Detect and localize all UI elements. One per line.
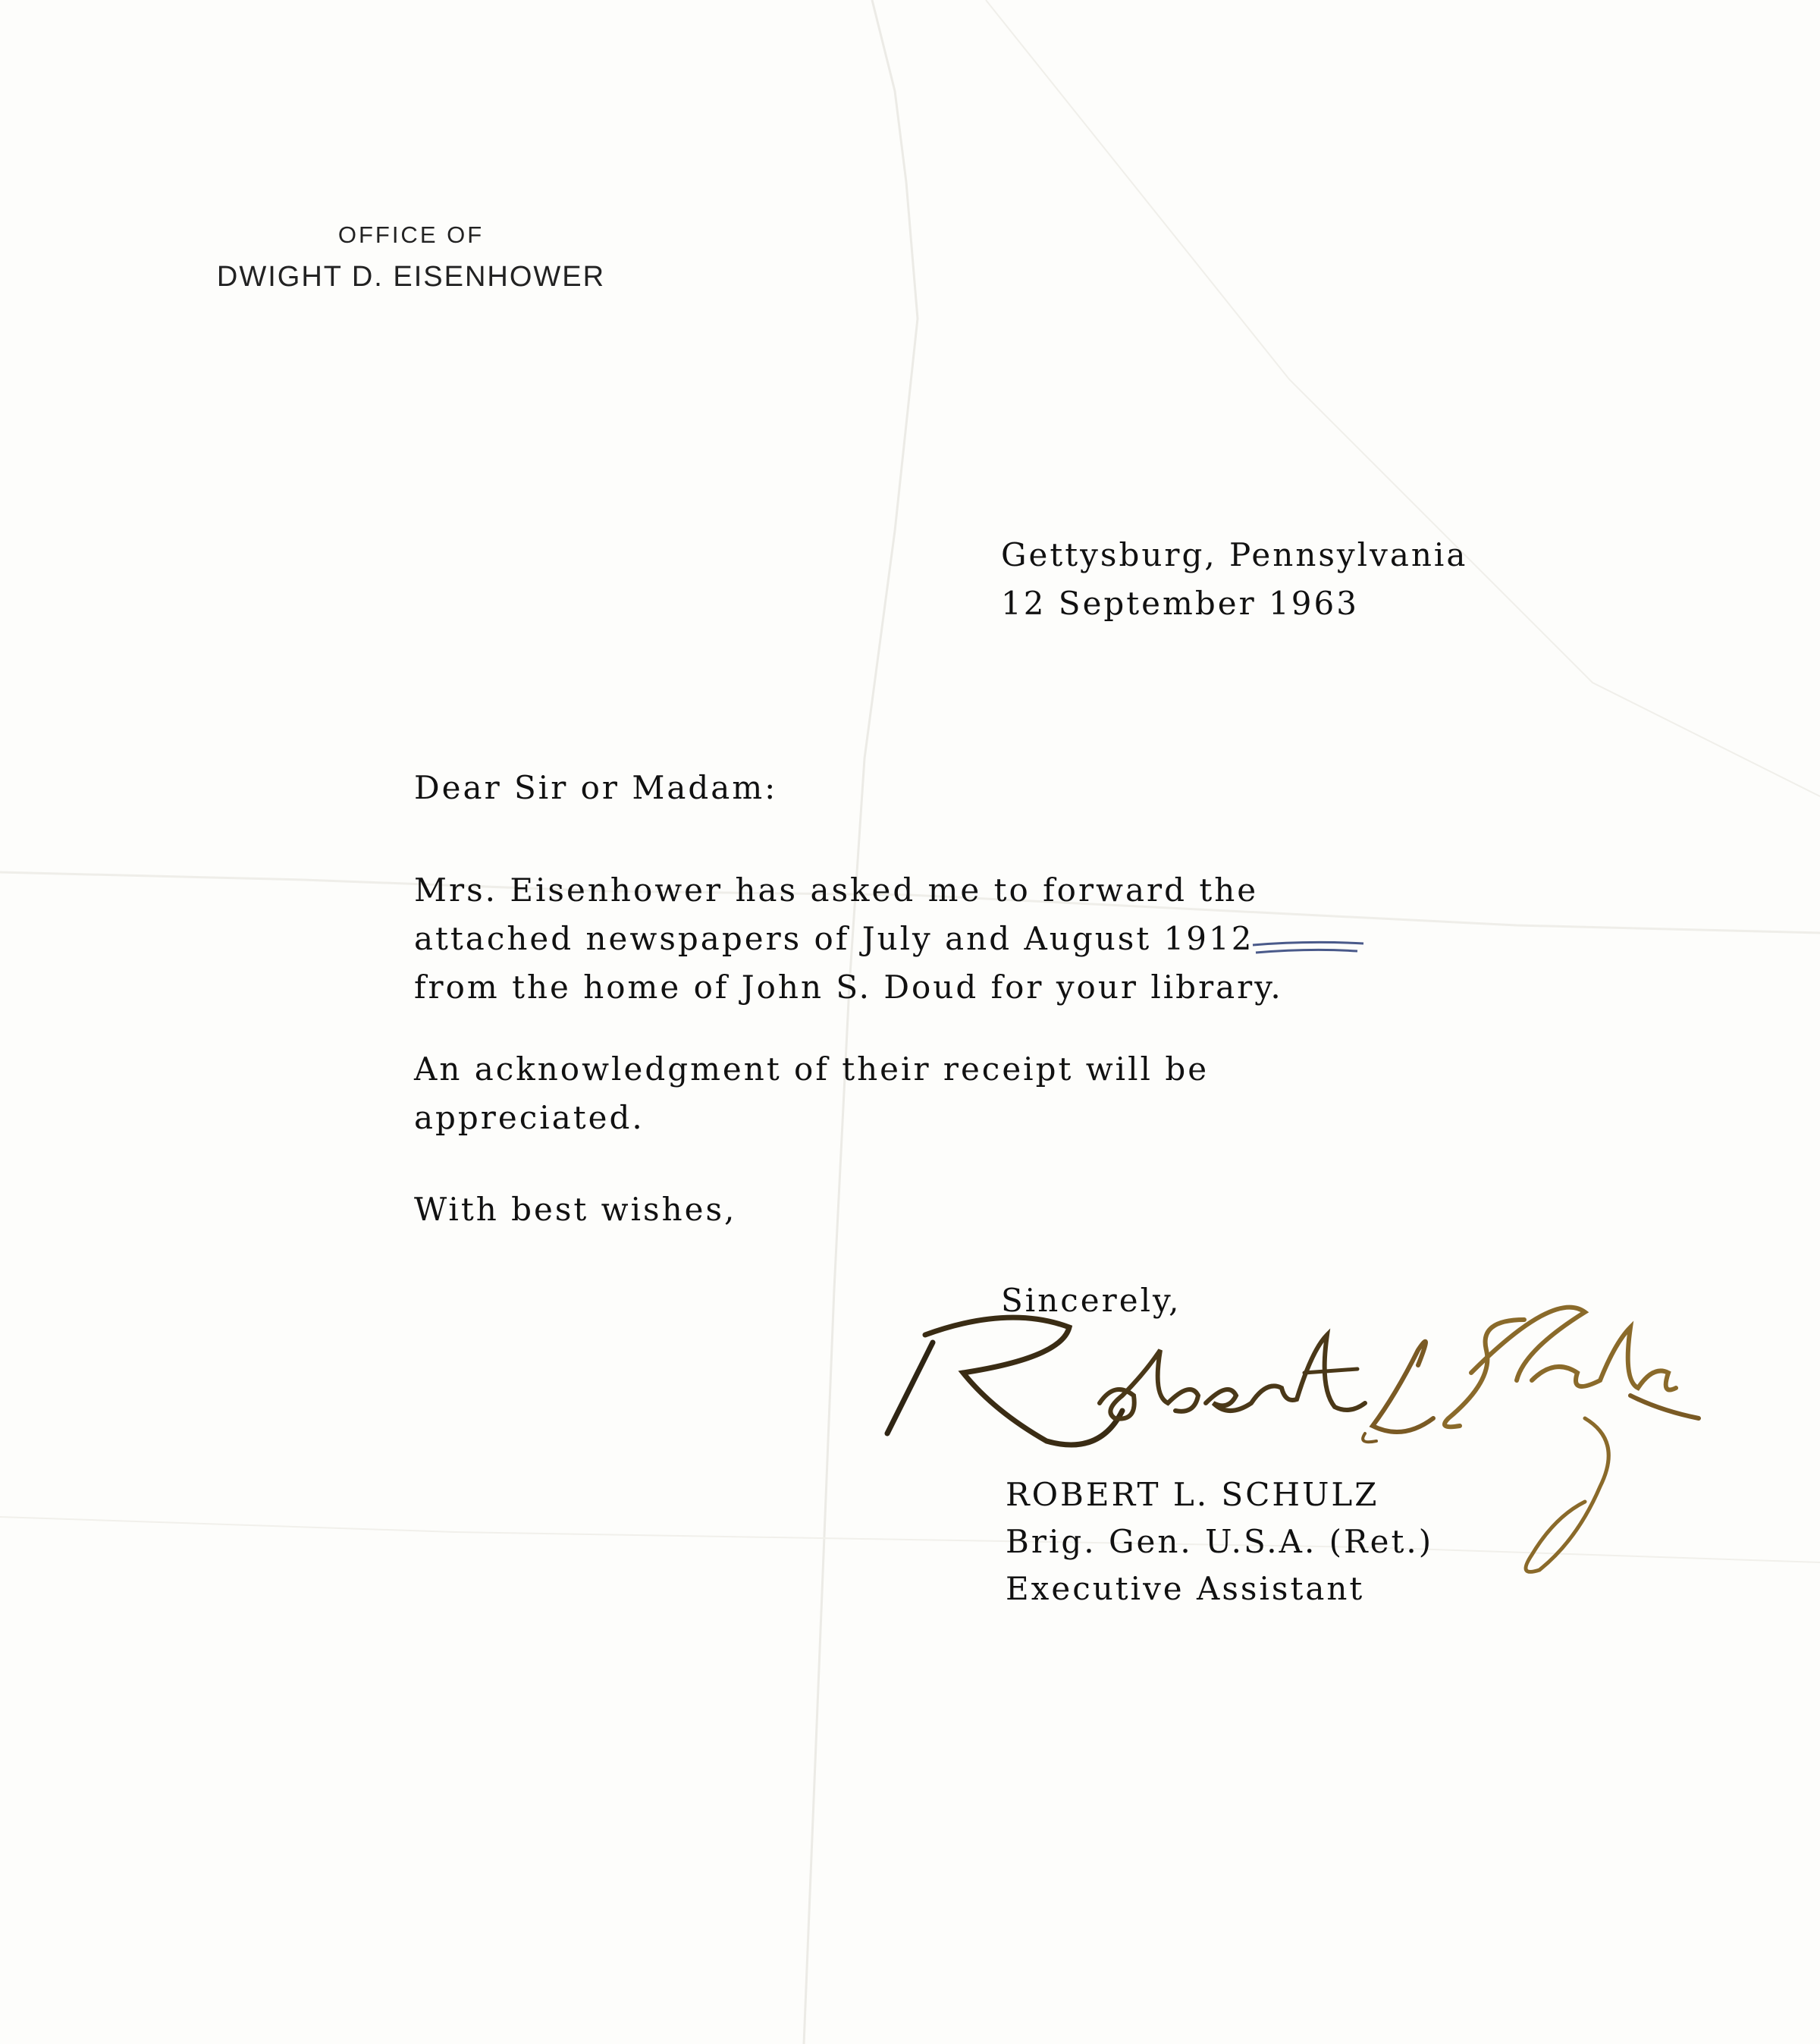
body-paragraph-1 [414, 866, 1283, 1012]
body-p1-line-1: Mrs. Eisenhower has asked me to forward the [414, 871, 1259, 909]
body-p2-line-2: appreciated. [414, 1099, 645, 1136]
letterhead [206, 221, 616, 294]
letterhead-office-label: OFFICE OF [337, 221, 485, 248]
body-p2-line-1: An acknowledgment of their receipt will be [414, 1050, 1210, 1088]
dateline-date: 12 September 1963 [1001, 585, 1359, 622]
salutation: Dear Sir or Madam: [414, 769, 778, 806]
valediction: Sincerely, [1001, 1282, 1181, 1319]
signer-title: Executive Assistant [1006, 1570, 1365, 1607]
dateline-place: Gettysburg, Pennsylvania [1001, 536, 1468, 573]
signer-name: ROBERT L. SCHULZ [1006, 1476, 1379, 1513]
dateline [1001, 531, 1467, 628]
body-paragraph-2 [414, 1045, 1209, 1142]
pencil-underline-mark [1251, 937, 1365, 960]
letterhead-name: DWIGHT D. EISENHOWER [216, 261, 606, 293]
body-p1-line-2: attached newspapers of July and August 1912 [414, 920, 1254, 957]
body-p1-line-3: from the home of John S. Doud for your library. [414, 969, 1283, 1006]
signature-block [1006, 1471, 1433, 1612]
closing-line: With best wishes, [414, 1191, 737, 1228]
signer-rank: Brig. Gen. U.S.A. (Ret.) [1006, 1523, 1434, 1560]
